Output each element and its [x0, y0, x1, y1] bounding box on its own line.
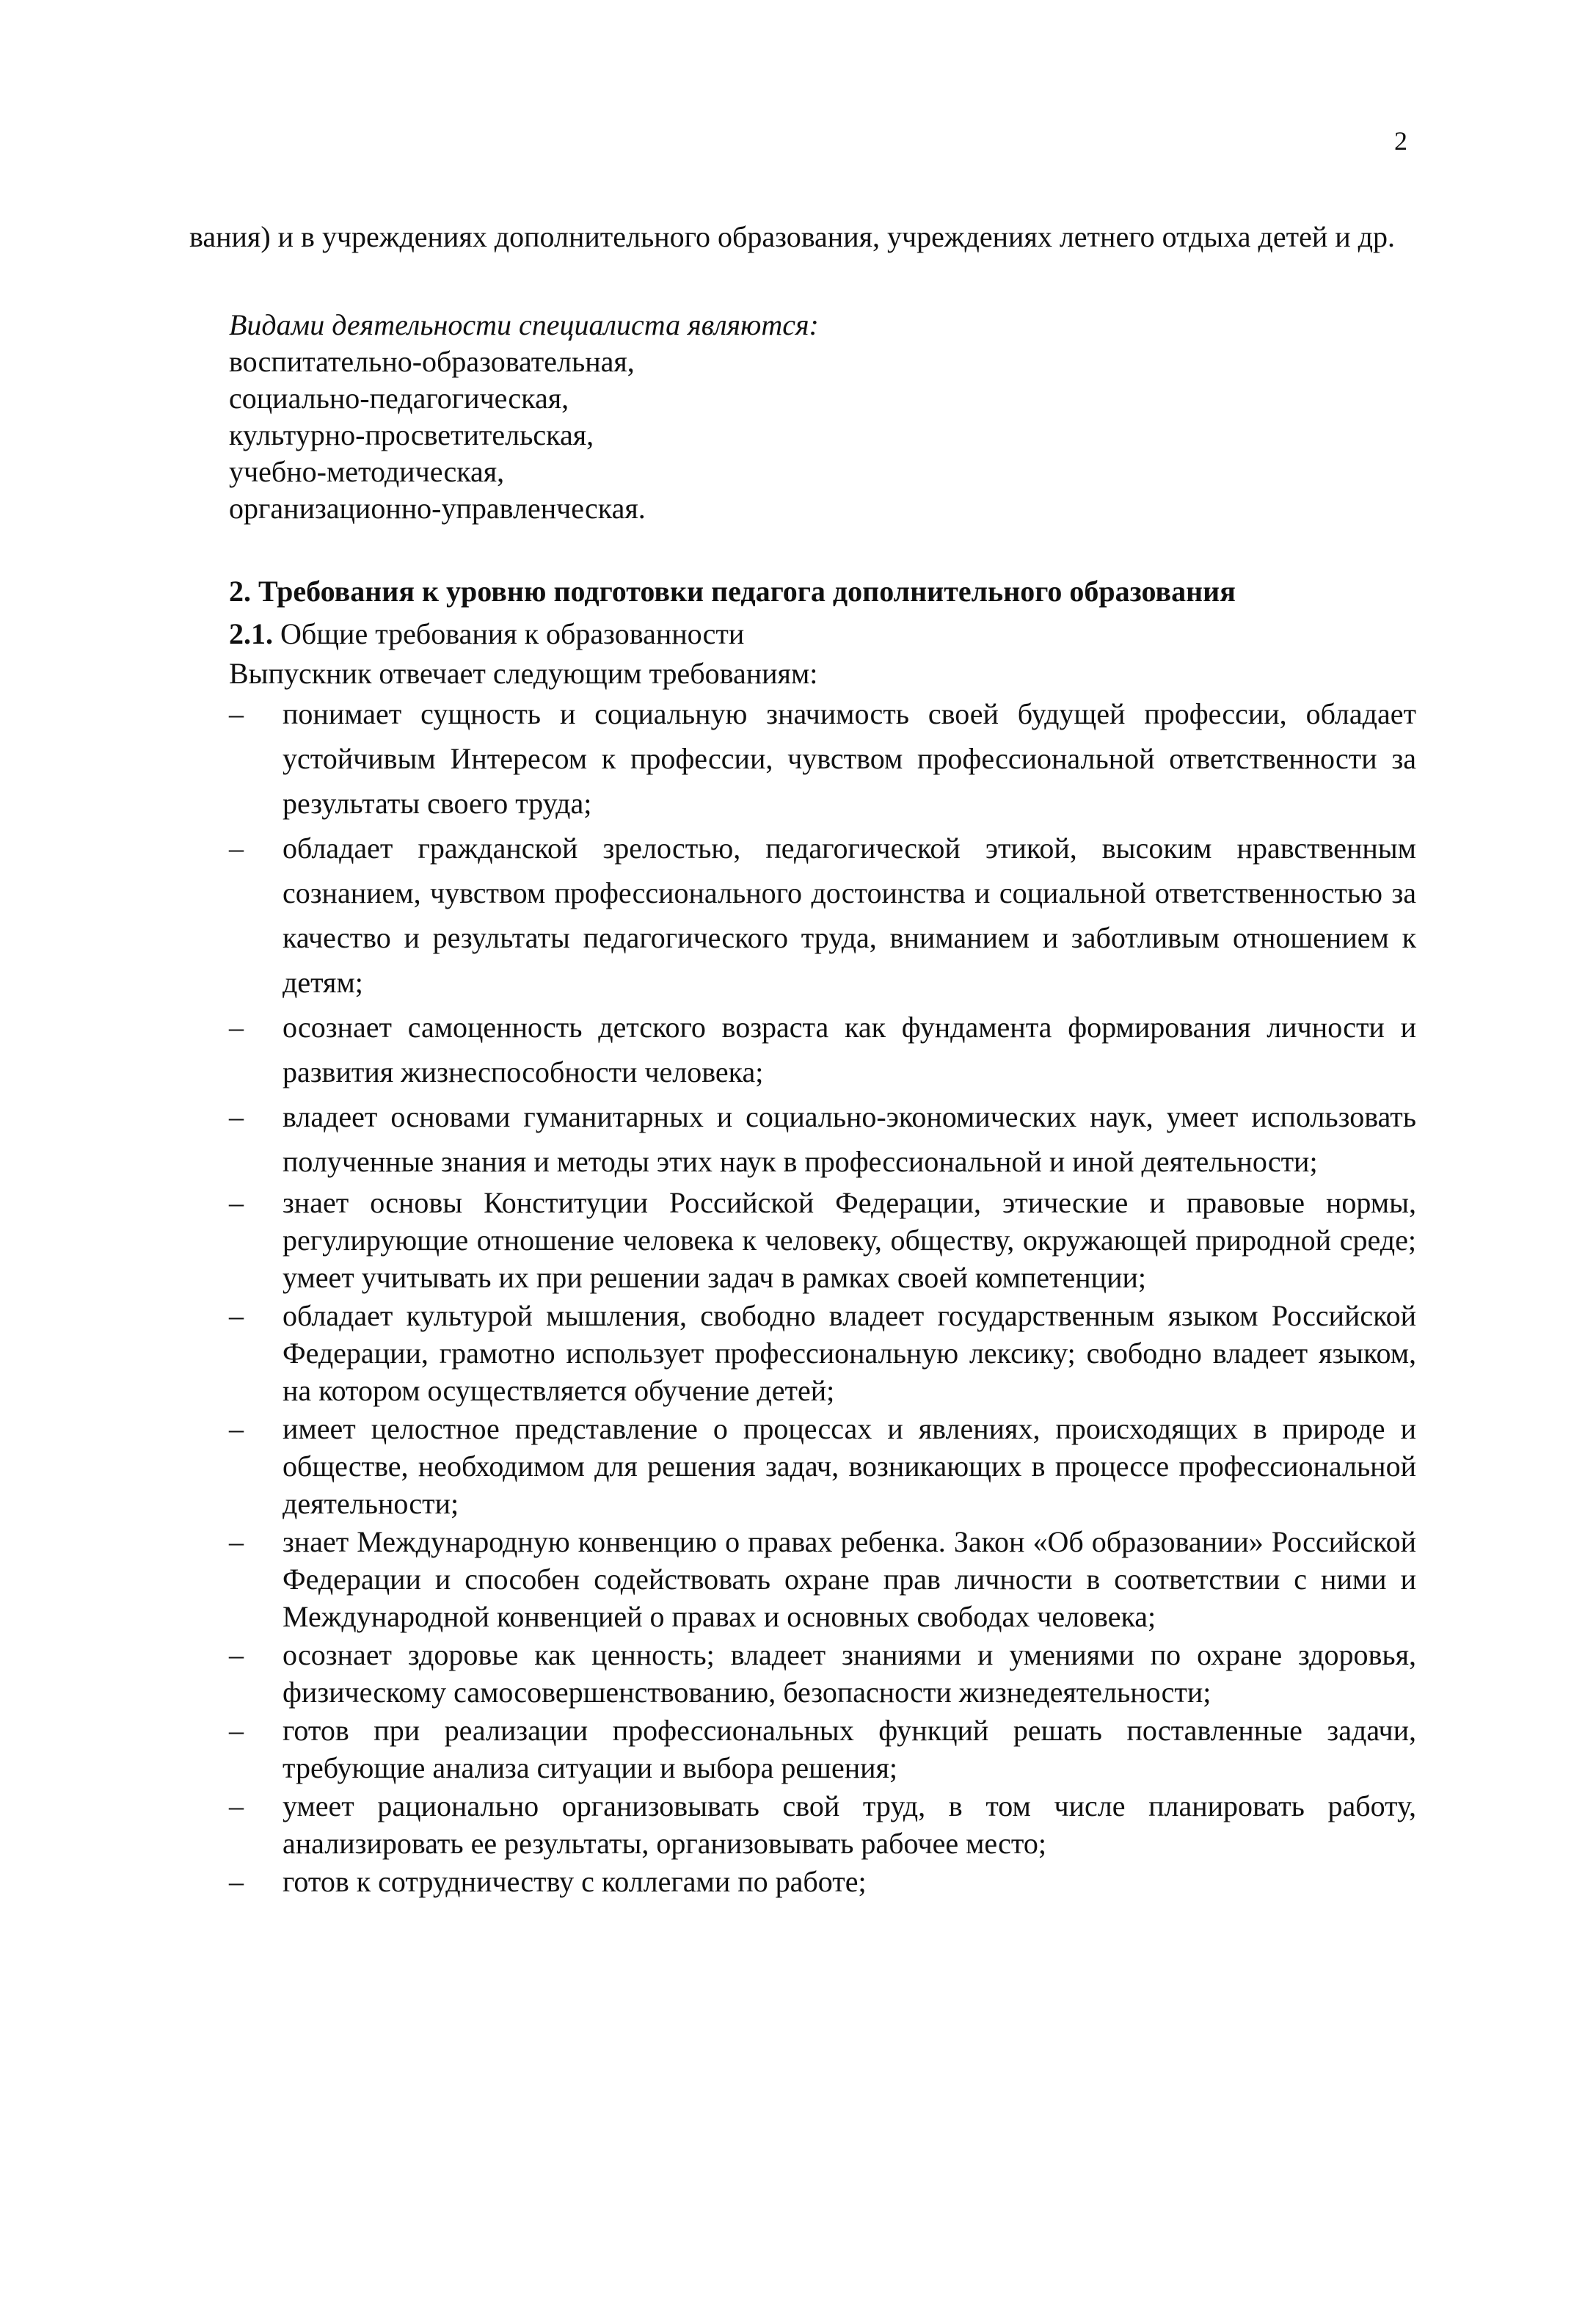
list-item — [0, 1863, 1596, 1900]
activity-item: учебно-методическая, — [229, 455, 505, 488]
dash-bullet: – — [229, 1789, 244, 1822]
list-item — [0, 1005, 1596, 1094]
requirements-list — [0, 691, 1596, 1901]
activity-item: воспитательно-образовательная, — [229, 345, 635, 378]
dash-bullet: – — [229, 1714, 244, 1747]
requirement-text: обладает культурой мышления, свободно владеет государственным языком Российской Федерации, грамотно использует профессиональную лексику; свободно владеет языком, на котором осуществляется обучение детей; — [283, 1299, 1416, 1407]
activity-item: социально-педагогическая, — [229, 382, 569, 415]
list-item — [0, 826, 1596, 1005]
list-item — [0, 1094, 1596, 1184]
requirement-text: владеет основами гуманитарных и социально-экономических наук, умеет использовать полученные знания и методы этих наук в профессиональной и иной деятельности; — [283, 1100, 1416, 1178]
dash-bullet: – — [229, 1525, 244, 1558]
dash-bullet: – — [229, 697, 244, 730]
activities-title: Видами деятельности специалиста являются: — [229, 308, 819, 341]
subsection-heading — [229, 615, 1418, 653]
dash-bullet: – — [229, 832, 244, 865]
requirement-text: готов к сотрудничеству с коллегами по работе; — [283, 1865, 867, 1898]
dash-bullet: – — [229, 1186, 244, 1219]
list-item — [0, 1636, 1596, 1711]
requirement-text: осознает здоровье как ценность; владеет знаниями и умениями по охране здоровья, физическому самосовершенствованию, безопасности жизнедеятельности; — [283, 1638, 1416, 1709]
dash-bullet: – — [229, 1638, 244, 1671]
list-item — [0, 1184, 1596, 1296]
requirement-text: понимает сущность и социальную значимость своей будущей профессии, обладает устойчивым Интересом к профессии, чувством профессиональной ответственности за результаты своего труда; — [283, 697, 1416, 820]
requirement-text: обладает гражданской зрелостью, педагогической этикой, высоким нравственным сознанием, чувством профессионального достоинства и социальной ответственностью за качество и результаты педагогического труда, вниманием и заботливым отношением к детям; — [283, 832, 1416, 999]
dash-bullet: – — [229, 1412, 244, 1445]
requirement-text: осознает самоценность детского возраста как фундамента формирования личности и развития жизнеспособности человека; — [283, 1011, 1416, 1088]
list-item — [0, 1410, 1596, 1522]
list-item — [0, 691, 1596, 826]
requirement-text: готов при реализации профессиональных функций решать поставленные задачи, требующие анализа ситуации и выбора решения; — [283, 1714, 1416, 1784]
dash-bullet: – — [229, 1100, 244, 1133]
requirement-text: умеет рационально организовывать свой труд, в том числе планировать работу, анализировать ее результаты, организовывать рабочее место; — [283, 1789, 1416, 1860]
intro-paragraph: вания) и в учреждениях дополнительного образования, учреждениях летнего отдыха детей и др. — [189, 220, 1395, 253]
page-number: 2 — [1394, 126, 1407, 156]
requirement-text: имеет целостное представление о процессах и явлениях, происходящих в природе и обществе, необходимом для решения задач, возникающих в процессе профессиональной деятельности; — [283, 1412, 1416, 1520]
requirement-text: знает основы Конституции Российской Федерации, этические и правовые нормы, регулирующие отношение человека к человеку, обществу, окружающей природной среде; умеет учитывать их при решении задач в рамках своей компетенции; — [283, 1186, 1416, 1294]
section-heading: 2. Требования к уровню подготовки педагога дополнительного образования — [229, 575, 1236, 608]
requirement-text: знает Международную конвенцию о правах ребенка. Закон «Об образовании» Российской Федерации и способен содействовать охране прав личности в соответствии с ними и Международной конвенцией о правах и основных свободах человека; — [283, 1525, 1416, 1633]
requirements-lead: Выпускник отвечает следующим требованиям: — [229, 657, 818, 690]
list-item — [0, 1297, 1596, 1409]
activity-item: культурно-просветительская, — [229, 418, 594, 451]
list-item — [0, 1523, 1596, 1635]
subsection-number: 2.1. — [229, 617, 273, 650]
list-item — [0, 1787, 1596, 1862]
activity-item: организационно-управленческая. — [229, 492, 646, 525]
list-item — [0, 1712, 1596, 1786]
subsection-title: Общие требования к образованности — [280, 617, 745, 650]
dash-bullet: – — [229, 1865, 244, 1898]
activities-block — [229, 307, 1403, 527]
dash-bullet: – — [229, 1299, 244, 1332]
dash-bullet: – — [229, 1011, 244, 1044]
